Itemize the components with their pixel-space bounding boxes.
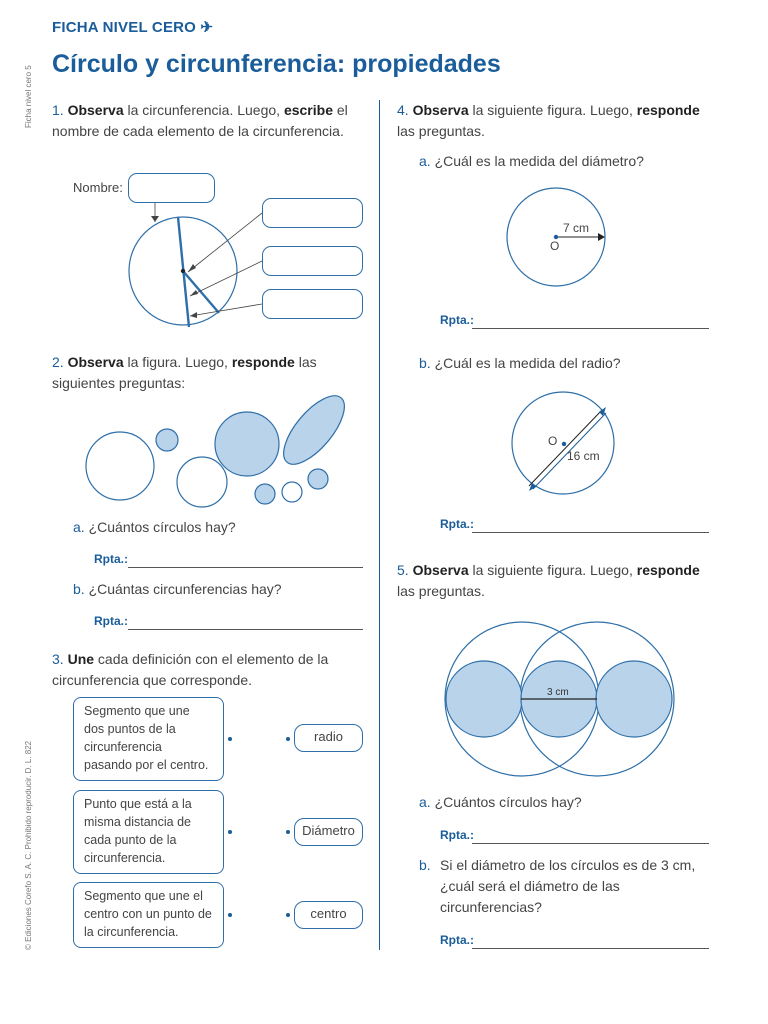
- q4-b: b. ¿Cuál es la medida del radio?: [419, 355, 621, 371]
- q4-b-measure: 16 cm: [567, 449, 600, 463]
- q4-a: a. ¿Cuál es la medida del diámetro?: [419, 153, 644, 169]
- q4-a-rpta: Rpta.:: [440, 313, 474, 327]
- side-copyright: © Ediciones Corefo S. A. C. Prohibido reproducir. D. L. 822: [24, 740, 33, 950]
- q2-statement: 2. Observa la figura. Luego, responde las siguientes preguntas:: [52, 354, 317, 391]
- q2-a-rpta: Rpta.:: [94, 552, 128, 566]
- definition-1: Segmento que une dos puntos de la circunferencia pasando por el centro.: [73, 697, 224, 781]
- q5-a-answer-line[interactable]: [472, 843, 709, 844]
- q5-a: a. ¿Cuántos círculos hay?: [419, 794, 582, 810]
- side-caption-top: Ficha nivel cero 5: [24, 65, 33, 128]
- q2-a: a. ¿Cuántos círculos hay?: [73, 519, 236, 535]
- q5-a-rpta: Rpta.:: [440, 828, 474, 842]
- q2-b: b. ¿Cuántas circunferencias hay?: [73, 581, 282, 597]
- q5-measure: 3 cm: [547, 687, 569, 698]
- definition-2: Punto que está a la misma distancia de cada punto de la circunferencia.: [73, 790, 224, 874]
- q4-a-measure: 7 cm: [563, 221, 590, 235]
- q1-statement: 1. Observa la circunferencia. Luego, escribe el nombre de cada elemento de la circunferencia.: [52, 102, 348, 139]
- q4-b-center: O: [548, 434, 558, 448]
- q4-a-center: O: [550, 239, 560, 253]
- q3-statement: 3. Une cada definición con el elemento de la circunferencia que corresponde.: [52, 651, 329, 688]
- q5-b: b. Si el diámetro de los círculos es de 3 cm, ¿cuál será el diámetro de las circunferencias?: [419, 857, 696, 915]
- q4-statement: 4. Observa la siguiente figura. Luego, responde las preguntas.: [397, 102, 700, 139]
- nombre-label: Nombre:: [73, 180, 123, 195]
- term-diametro: Diámetro: [294, 818, 363, 846]
- definition-3: Segmento que une el centro con un punto de la circunferencia.: [73, 882, 224, 948]
- term-radio: radio: [294, 724, 363, 752]
- q4-b-rpta: Rpta.:: [440, 517, 474, 531]
- q5-b-rpta: Rpta.:: [440, 933, 474, 947]
- q2-b-rpta: Rpta.:: [94, 614, 128, 628]
- q5-b-answer-line[interactable]: [472, 948, 709, 949]
- plane-icon: ✈: [200, 19, 214, 36]
- sheet-label: FICHA NIVEL CERO ✈: [52, 19, 214, 36]
- term-centro: centro: [294, 901, 363, 929]
- q5-statement: 5. Observa la siguiente figura. Luego, responde las preguntas.: [397, 562, 700, 599]
- page-title: Círculo y circunferencia: propiedades: [52, 50, 501, 78]
